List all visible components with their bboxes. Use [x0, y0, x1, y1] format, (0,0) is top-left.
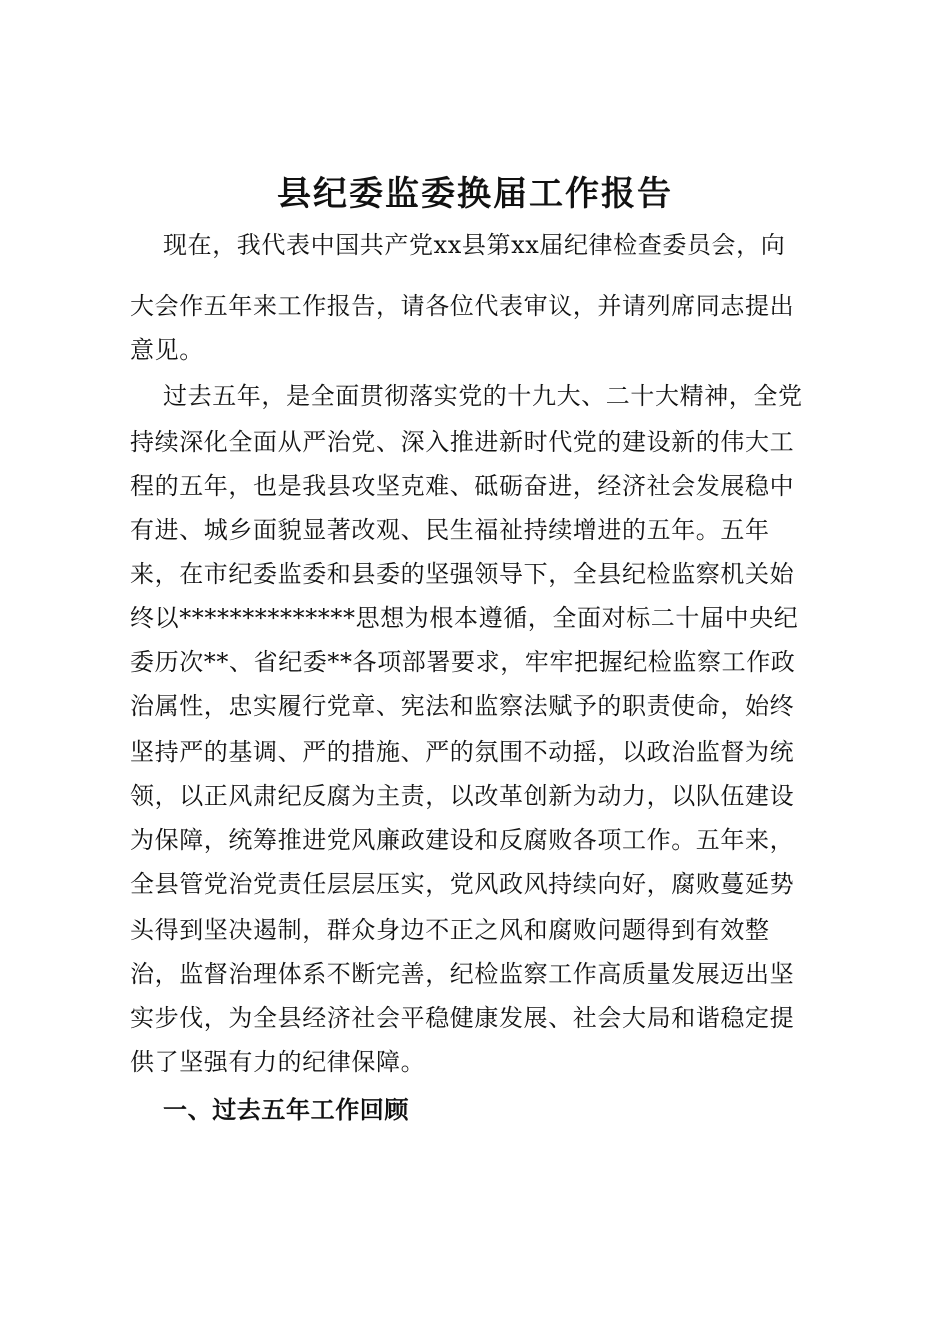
- document-title: 县纪委监委换届工作报告: [277, 174, 673, 214]
- text-line: 全县管党治党责任层层压实，党风政风持续向好，腐败蔓延势: [130, 870, 795, 898]
- text-line: 大会作五年来工作报告，请各位代表审议，并请列席同志提出: [130, 292, 795, 320]
- text-line: 程的五年，也是我县攻坚克难、砥砺奋进，经济社会发展稳中: [130, 472, 795, 500]
- text-line: 持续深化全面从严治党、深入推进新时代党的建设新的伟大工: [130, 428, 795, 456]
- text-line: 意见。: [130, 336, 204, 364]
- text-line: 供了坚强有力的纪律保障。: [130, 1048, 426, 1076]
- text-line: 有进、城乡面貌显著改观、民生福祉持续增进的五年。五年: [130, 516, 770, 544]
- text-line: 过去五年，是全面贯彻落实党的十九大、二十大精神，全党: [163, 382, 803, 410]
- text-line: 为保障，统筹推进党风廉政建设和反腐败各项工作。五年来，: [130, 826, 795, 854]
- text-line: 现在，我代表中国共产党xx县第xx届纪律检查委员会，向: [163, 231, 786, 259]
- text-line: 治属性，忠实履行党章、宪法和监察法赋予的职责使命，始终: [130, 692, 795, 720]
- text-line: 终以**************思想为根本遵循，全面对标二十届中央纪: [130, 604, 799, 632]
- text-line: 坚持严的基调、严的措施、严的氛围不动摇，以政治监督为统: [130, 738, 795, 766]
- text-line: 领，以正风肃纪反腐为主责，以改革创新为动力，以队伍建设: [130, 782, 795, 810]
- text-line: 头得到坚决遏制，群众身边不正之风和腐败问题得到有效整: [130, 916, 770, 944]
- text-line: 委历次**、省纪委**各项部署要求，牢牢把握纪检监察工作政: [130, 648, 796, 676]
- text-line: 实步伐，为全县经济社会平稳健康发展、社会大局和谐稳定提: [130, 1004, 795, 1032]
- text-line: 治，监督治理体系不断完善，纪检监察工作高质量发展迈出坚: [130, 960, 795, 988]
- text-line: 来，在市纪委监委和县委的坚强领导下，全县纪检监察机关始: [130, 560, 795, 588]
- section-heading: 一、过去五年工作回顾: [163, 1095, 409, 1124]
